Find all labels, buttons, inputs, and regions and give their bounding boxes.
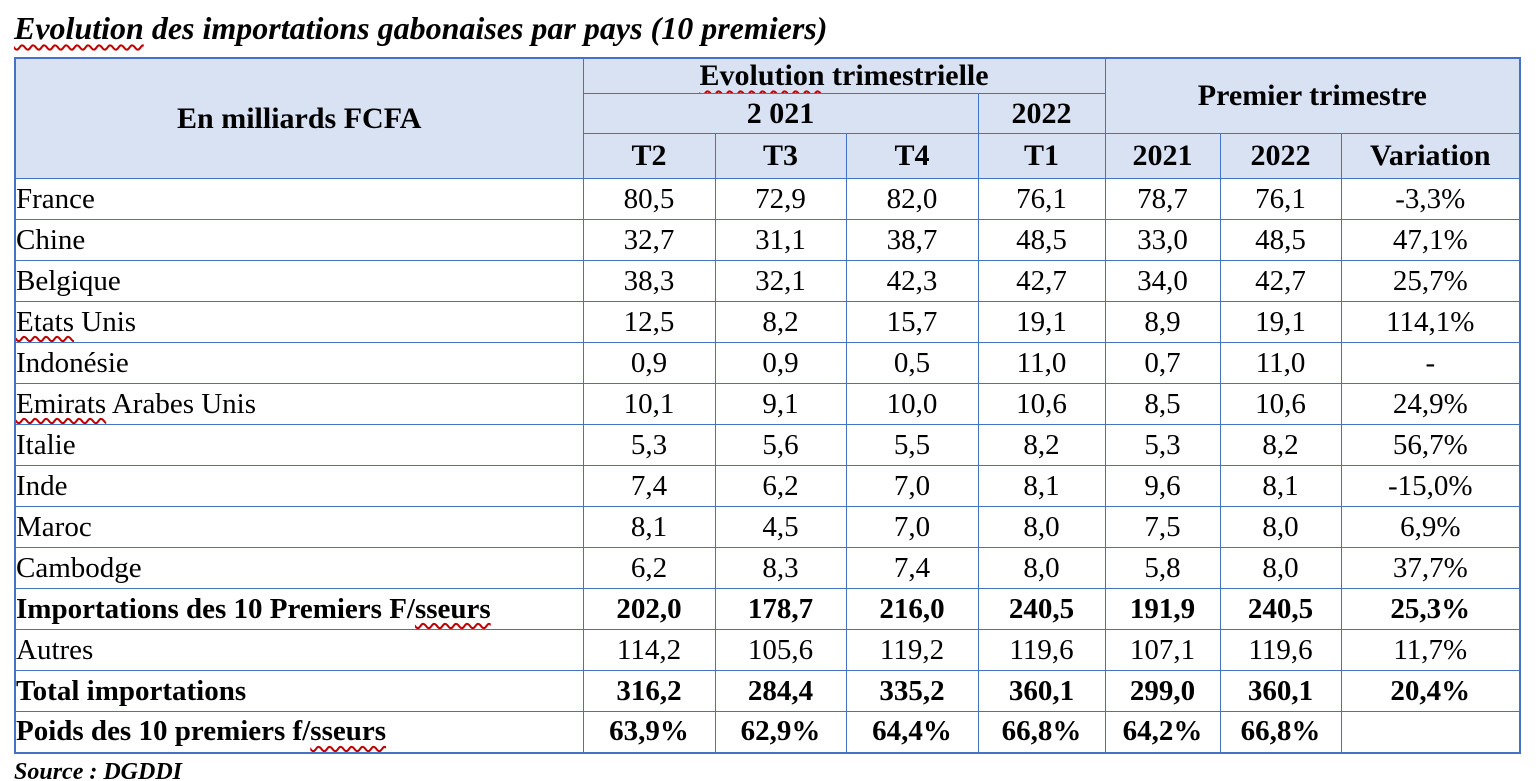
value-cell: 10,6	[1220, 384, 1341, 425]
year-2022-header: 2022	[978, 94, 1105, 134]
value-cell: 34,0	[1105, 261, 1220, 302]
label-text: France	[16, 182, 95, 215]
value-cell: 6,2	[583, 548, 715, 589]
label-text: Maroc	[16, 510, 92, 543]
row-label-cell	[15, 220, 583, 261]
row-label-cell	[15, 630, 583, 671]
page-title-rest: des importations gabonaises par pays (10 premiers)	[143, 10, 828, 46]
value-cell: 42,3	[846, 261, 978, 302]
value-cell: 8,0	[1220, 548, 1341, 589]
row-label-cell	[15, 712, 583, 753]
value-cell: 0,7	[1105, 343, 1220, 384]
value-cell: 8,9	[1105, 302, 1220, 343]
table-row	[15, 548, 1520, 589]
row-label-cell	[15, 302, 583, 343]
value-cell: 360,1	[1220, 671, 1341, 712]
value-cell: 8,3	[715, 548, 846, 589]
value-cell: 8,1	[978, 466, 1105, 507]
value-cell: 33,0	[1105, 220, 1220, 261]
table-row	[15, 302, 1520, 343]
value-cell: 9,6	[1105, 466, 1220, 507]
page-title	[14, 10, 1536, 46]
value-cell: 82,0	[846, 179, 978, 220]
label-text: Unis	[74, 305, 137, 338]
column-header-t1: T1	[978, 134, 1105, 179]
table-row	[15, 384, 1520, 425]
label-text: Arabes Unis	[106, 387, 257, 420]
value-cell: 5,3	[583, 425, 715, 466]
value-cell: 25,3%	[1341, 589, 1520, 630]
row-label-cell	[15, 179, 583, 220]
value-cell: 119,6	[1220, 630, 1341, 671]
value-cell: 216,0	[846, 589, 978, 630]
table-row	[15, 630, 1520, 671]
label-text: Cambodge	[16, 551, 142, 584]
value-cell: 11,0	[1220, 343, 1341, 384]
value-cell: 114,1%	[1341, 302, 1520, 343]
value-cell: 5,6	[715, 425, 846, 466]
table-header	[15, 58, 1520, 179]
value-cell: -3,3%	[1341, 179, 1520, 220]
value-cell: 9,1	[715, 384, 846, 425]
evolution-trimestrielle-header	[583, 58, 1105, 94]
value-cell: 64,4%	[846, 712, 978, 753]
value-cell: 178,7	[715, 589, 846, 630]
value-cell: 76,1	[978, 179, 1105, 220]
row-label-cell	[15, 343, 583, 384]
value-cell: 105,6	[715, 630, 846, 671]
value-cell: 25,7%	[1341, 261, 1520, 302]
value-cell: 48,5	[1220, 220, 1341, 261]
value-cell: 66,8%	[978, 712, 1105, 753]
table-row	[15, 220, 1520, 261]
row-label-cell	[15, 671, 583, 712]
value-cell: 8,2	[715, 302, 846, 343]
value-cell: 76,1	[1220, 179, 1341, 220]
value-cell: 38,7	[846, 220, 978, 261]
value-cell: 7,0	[846, 507, 978, 548]
value-cell: 4,5	[715, 507, 846, 548]
value-cell: 42,7	[1220, 261, 1341, 302]
table-row	[15, 425, 1520, 466]
misspelled-word: Etats	[16, 305, 74, 338]
header-row-groups	[15, 58, 1520, 94]
value-cell: 107,1	[1105, 630, 1220, 671]
value-cell: 48,5	[978, 220, 1105, 261]
value-cell: 63,9%	[583, 712, 715, 753]
table-row	[15, 261, 1520, 302]
value-cell: 6,2	[715, 466, 846, 507]
value-cell: 335,2	[846, 671, 978, 712]
value-cell: 56,7%	[1341, 425, 1520, 466]
value-cell: 119,2	[846, 630, 978, 671]
value-cell: 47,1%	[1341, 220, 1520, 261]
evolution-misspelled-word: Evolution	[699, 59, 825, 92]
value-cell: 6,9%	[1341, 507, 1520, 548]
value-cell: 8,5	[1105, 384, 1220, 425]
value-cell: 15,7	[846, 302, 978, 343]
row-label-cell	[15, 425, 583, 466]
value-cell: 5,5	[846, 425, 978, 466]
column-header-t2: T2	[583, 134, 715, 179]
value-cell: 80,5	[583, 179, 715, 220]
table-body	[15, 179, 1520, 753]
value-cell: 114,2	[583, 630, 715, 671]
value-cell: 0,9	[715, 343, 846, 384]
source-note: Source : DGDDI	[14, 758, 182, 781]
row-label-cell	[15, 261, 583, 302]
year-2021-header: 2 021	[583, 94, 978, 134]
label-text: Indonésie	[16, 346, 129, 379]
value-cell: 62,9%	[715, 712, 846, 753]
table-row	[15, 343, 1520, 384]
label-text: Autres	[16, 633, 94, 666]
column-header-2021: 2021	[1105, 134, 1220, 179]
value-cell: 11,0	[978, 343, 1105, 384]
value-cell: 0,9	[583, 343, 715, 384]
value-cell: 7,4	[846, 548, 978, 589]
value-cell: 8,1	[583, 507, 715, 548]
table-row	[15, 589, 1520, 630]
table-row	[15, 712, 1520, 753]
value-cell: 8,0	[978, 548, 1105, 589]
value-cell: 8,2	[978, 425, 1105, 466]
value-cell: 42,7	[978, 261, 1105, 302]
value-cell: 191,9	[1105, 589, 1220, 630]
title-misspelled-word: Evolution	[14, 10, 144, 46]
value-cell: 24,9%	[1341, 384, 1520, 425]
value-cell: 72,9	[715, 179, 846, 220]
value-cell: 37,7%	[1341, 548, 1520, 589]
value-cell: 19,1	[978, 302, 1105, 343]
value-cell: 0,5	[846, 343, 978, 384]
value-cell: 19,1	[1220, 302, 1341, 343]
label-text: Importations des 10 Premiers F/	[16, 592, 415, 625]
row-label-cell	[15, 507, 583, 548]
value-cell: 284,4	[715, 671, 846, 712]
label-text: Belgique	[16, 264, 121, 297]
value-cell: 78,7	[1105, 179, 1220, 220]
value-cell: 316,2	[583, 671, 715, 712]
value-cell: 119,6	[978, 630, 1105, 671]
label-text: Poids des 10 premiers f/	[16, 715, 311, 748]
value-cell: 8,0	[978, 507, 1105, 548]
value-cell: 5,8	[1105, 548, 1220, 589]
value-cell: 8,2	[1220, 425, 1341, 466]
value-cell: 10,6	[978, 384, 1105, 425]
value-cell: 11,7%	[1341, 630, 1520, 671]
value-cell: 32,7	[583, 220, 715, 261]
value-cell: 66,8%	[1220, 712, 1341, 753]
table-row	[15, 671, 1520, 712]
value-cell: -15,0%	[1341, 466, 1520, 507]
column-header-t4: T4	[846, 134, 978, 179]
value-cell: 240,5	[978, 589, 1105, 630]
label-text: Total importations	[16, 674, 247, 707]
value-cell: 10,1	[583, 384, 715, 425]
value-cell: 360,1	[978, 671, 1105, 712]
value-cell: 5,3	[1105, 425, 1220, 466]
label-text: Inde	[16, 469, 68, 502]
misspelled-word: Emirats	[16, 387, 107, 420]
value-cell: 31,1	[715, 220, 846, 261]
value-cell: 64,2%	[1105, 712, 1220, 753]
row-label-cell	[15, 466, 583, 507]
document-page	[0, 10, 1536, 781]
imports-table	[14, 57, 1521, 754]
table-row	[15, 507, 1520, 548]
row-label-cell	[15, 589, 583, 630]
value-cell: 7,5	[1105, 507, 1220, 548]
value-cell	[1341, 712, 1520, 753]
value-cell: 12,5	[583, 302, 715, 343]
label-text: Italie	[16, 428, 76, 461]
value-cell: 20,4%	[1341, 671, 1520, 712]
value-cell: 299,0	[1105, 671, 1220, 712]
value-cell: 10,0	[846, 384, 978, 425]
misspelled-word: sseurs	[310, 715, 387, 748]
premier-trimestre-header: Premier trimestre	[1105, 58, 1520, 134]
row-label-cell	[15, 384, 583, 425]
misspelled-word: sseurs	[414, 592, 491, 625]
table-row	[15, 466, 1520, 507]
value-cell: 240,5	[1220, 589, 1341, 630]
column-header-variation: Variation	[1341, 134, 1520, 179]
value-cell: 8,1	[1220, 466, 1341, 507]
value-cell: 7,0	[846, 466, 978, 507]
value-cell: 32,1	[715, 261, 846, 302]
evolution-header-rest: trimestrielle	[824, 59, 989, 92]
column-header-2022: 2022	[1220, 134, 1341, 179]
value-cell: 38,3	[583, 261, 715, 302]
label-text: Chine	[16, 223, 86, 256]
row-label-cell	[15, 548, 583, 589]
value-cell: 202,0	[583, 589, 715, 630]
value-cell: 8,0	[1220, 507, 1341, 548]
value-cell: 7,4	[583, 466, 715, 507]
value-cell: -	[1341, 343, 1520, 384]
column-header-t3: T3	[715, 134, 846, 179]
table-row	[15, 179, 1520, 220]
unit-header-cell: En milliards FCFA	[15, 58, 583, 179]
